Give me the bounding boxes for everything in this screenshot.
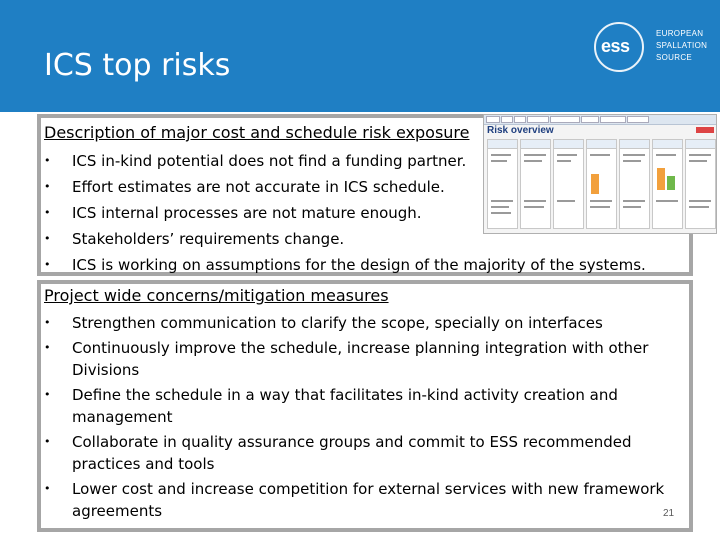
screenshot-column-head bbox=[686, 140, 715, 149]
screenshot-line bbox=[590, 200, 612, 202]
screenshot-line bbox=[524, 160, 542, 162]
screenshot-line bbox=[557, 154, 577, 156]
screenshot-line bbox=[623, 200, 645, 202]
list-item-text: Stakeholders’ requirements change. bbox=[72, 230, 345, 248]
screenshot-tab bbox=[581, 116, 599, 123]
screenshot-line bbox=[491, 212, 511, 214]
bullet-icon: • bbox=[44, 482, 51, 495]
bullet-icon: • bbox=[44, 206, 51, 219]
screenshot-line bbox=[524, 206, 544, 208]
screenshot-line bbox=[623, 154, 645, 156]
screenshot-column-head bbox=[653, 140, 682, 149]
bullet-icon: • bbox=[44, 180, 51, 193]
bullet-icon: • bbox=[44, 388, 51, 401]
screenshot-bar bbox=[657, 168, 665, 190]
screenshot-tab bbox=[600, 116, 626, 123]
list-item bbox=[44, 478, 684, 522]
screenshot-bar bbox=[667, 176, 675, 190]
screenshot-line bbox=[524, 200, 546, 202]
list-item bbox=[44, 312, 684, 334]
screenshot-line bbox=[557, 200, 575, 202]
screenshot-line bbox=[623, 160, 641, 162]
list-item-text: Collaborate in quality assurance groups and commit to ESS recommended practices and tools bbox=[72, 433, 632, 473]
screenshot-tab bbox=[627, 116, 649, 123]
logo-line: SOURCE bbox=[656, 53, 693, 62]
screenshot-line bbox=[491, 200, 513, 202]
list-item bbox=[44, 384, 684, 428]
screenshot-line bbox=[656, 200, 678, 202]
risk-exposure-heading: Description of major cost and schedule risk exposure bbox=[44, 123, 470, 142]
screenshot-line bbox=[689, 206, 709, 208]
mitigation-heading: Project wide concerns/mitigation measures bbox=[44, 286, 389, 305]
screenshot-line bbox=[656, 154, 676, 156]
ess-logo bbox=[594, 22, 709, 74]
screenshot-column-head bbox=[620, 140, 649, 149]
screenshot-column bbox=[586, 139, 617, 229]
screenshot-tab bbox=[501, 116, 513, 123]
screenshot-line bbox=[491, 206, 509, 208]
screenshot-column bbox=[553, 139, 584, 229]
screenshot-column-head bbox=[554, 140, 583, 149]
risk-overview-screenshot bbox=[483, 114, 717, 234]
screenshot-tab bbox=[527, 116, 549, 123]
list-item-text: ICS internal processes are not mature enough. bbox=[72, 204, 422, 222]
screenshot-line bbox=[491, 160, 507, 162]
logo-line: SPALLATION bbox=[656, 41, 708, 50]
logo-mark: ess bbox=[601, 36, 630, 56]
bullet-icon: • bbox=[44, 435, 51, 448]
screenshot-line bbox=[689, 160, 707, 162]
screenshot-tab bbox=[550, 116, 580, 123]
list-item-text: Lower cost and increase competition for external services with new framework agreements bbox=[72, 480, 665, 520]
screenshot-tab bbox=[514, 116, 526, 123]
screenshot-red-marker bbox=[696, 127, 714, 133]
bullet-icon: • bbox=[44, 316, 51, 329]
list-item-text: Continuously improve the schedule, increase planning integration with other Divisions bbox=[72, 339, 649, 379]
screenshot-line bbox=[689, 154, 711, 156]
bullet-icon: • bbox=[44, 341, 51, 354]
list-item bbox=[44, 337, 684, 381]
logo-text bbox=[656, 28, 707, 64]
list-item bbox=[44, 431, 684, 475]
screenshot-line bbox=[524, 154, 546, 156]
screenshot-column-head bbox=[521, 140, 550, 149]
screenshot-line bbox=[590, 154, 610, 156]
list-item-text: Strengthen communication to clarify the scope, specially on interfaces bbox=[72, 314, 603, 332]
screenshot-column bbox=[487, 139, 518, 229]
screenshot-line bbox=[557, 160, 571, 162]
bullet-icon: • bbox=[44, 232, 51, 245]
slide-title: ICS top risks bbox=[44, 48, 231, 83]
screenshot-column bbox=[520, 139, 551, 229]
screenshot-column bbox=[685, 139, 716, 229]
screenshot-column-head bbox=[488, 140, 517, 149]
screenshot-line bbox=[689, 200, 711, 202]
screenshot-title: Risk overview bbox=[487, 125, 554, 136]
screenshot-line bbox=[590, 206, 610, 208]
screenshot-column bbox=[619, 139, 650, 229]
screenshot-tabbar bbox=[484, 115, 717, 125]
logo-line: EUROPEAN bbox=[656, 29, 704, 38]
page-number: 21 bbox=[663, 508, 675, 519]
screenshot-line bbox=[491, 154, 511, 156]
list-item bbox=[44, 254, 644, 280]
screenshot-tab bbox=[486, 116, 500, 123]
mitigation-list bbox=[44, 312, 684, 525]
screenshot-line bbox=[623, 206, 641, 208]
screenshot-column bbox=[652, 139, 683, 229]
screenshot-bar bbox=[591, 174, 599, 194]
list-item-text: Define the schedule in a way that facilitates in-kind activity creation and management bbox=[72, 386, 618, 426]
list-item-text: ICS is working on assumptions for the design of the majority of the systems. bbox=[72, 256, 646, 274]
list-item-text: Effort estimates are not accurate in ICS schedule. bbox=[72, 178, 445, 196]
bullet-icon: • bbox=[44, 154, 51, 167]
bullet-icon: • bbox=[44, 258, 51, 271]
screenshot-column-head bbox=[587, 140, 616, 149]
list-item-text: ICS in-kind potential does not find a funding partner. bbox=[72, 152, 467, 170]
